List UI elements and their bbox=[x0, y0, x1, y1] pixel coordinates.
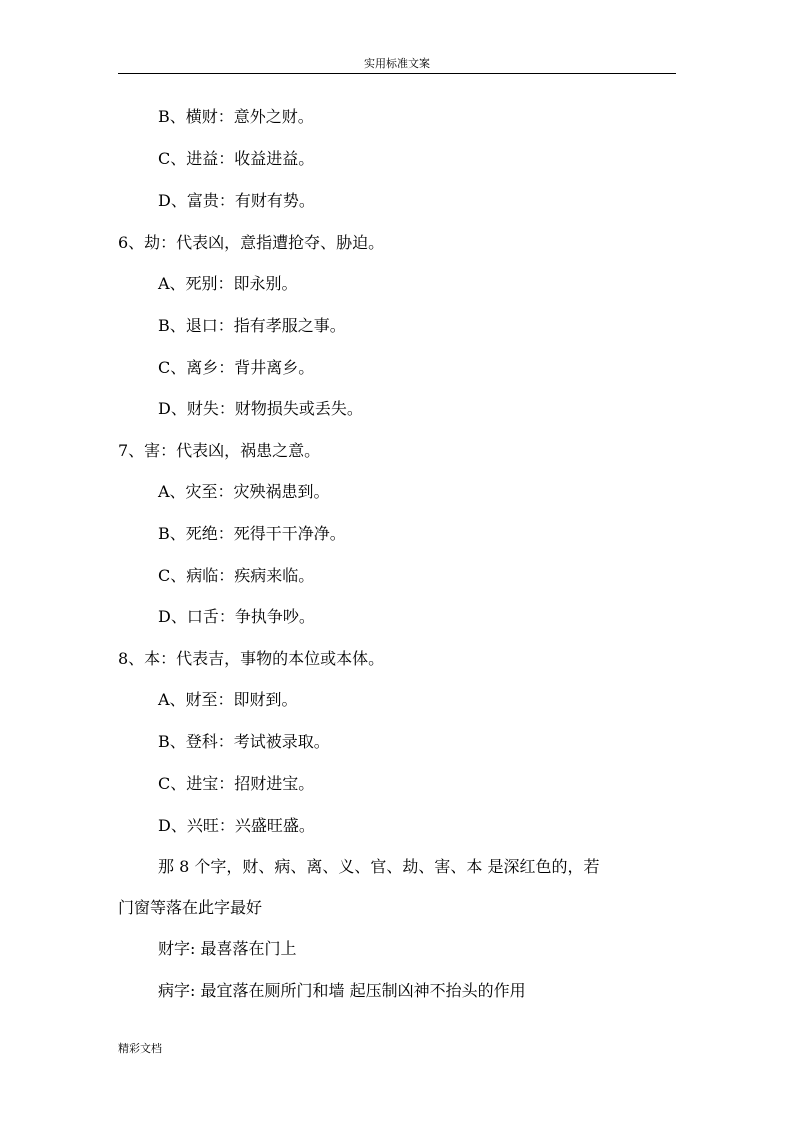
option-d-dispute: D、口舌：争执争吵。 bbox=[158, 607, 315, 626]
header-divider bbox=[118, 73, 676, 74]
section-8-heading: 8、本：代表吉，事物的本位或本体。 bbox=[118, 649, 385, 668]
option-c-leaving-home: C、离乡：背井离乡。 bbox=[158, 358, 315, 377]
summary-paragraph-line-2: 门窗等落在此字最好 bbox=[118, 898, 263, 917]
option-b-windfall: B、横财：意外之财。 bbox=[158, 107, 314, 126]
option-b-exam: B、登科：考试被录取。 bbox=[158, 732, 330, 751]
note-illness-character: 病字: 最宜落在厕所门和墙 起压制凶神不抬头的作用 bbox=[158, 981, 526, 1000]
option-c-illness: C、病临：疾病来临。 bbox=[158, 566, 315, 585]
summary-paragraph-line-1: 那 8 个字，财、病、离、义、官、劫、害、本 是深红色的，若 bbox=[158, 857, 600, 876]
option-b-death: B、死绝：死得干干净净。 bbox=[158, 524, 346, 543]
option-c-income: C、进益：收益进益。 bbox=[158, 149, 315, 168]
option-a-fortune: A、财至：即财到。 bbox=[158, 690, 298, 709]
option-a-farewell: A、死别：即永别。 bbox=[158, 274, 298, 293]
option-d-prosperity: D、兴旺：兴盛旺盛。 bbox=[158, 816, 315, 835]
option-d-wealth: D、富贵：有财有势。 bbox=[158, 191, 315, 210]
option-b-mourning: B、退口：指有孝服之事。 bbox=[158, 316, 346, 335]
section-7-heading: 7、害：代表凶，祸患之意。 bbox=[118, 441, 321, 460]
option-c-treasure: C、进宝：招财进宝。 bbox=[158, 774, 315, 793]
page-header: 实用标准文案 bbox=[364, 57, 430, 70]
page-footer: 精彩文档 bbox=[118, 1042, 162, 1055]
section-6-heading: 6、劫：代表凶，意指遭抢夺、胁迫。 bbox=[118, 233, 385, 252]
note-wealth-character: 财字: 最喜落在门上 bbox=[158, 939, 297, 958]
option-a-disaster: A、灾至：灾殃祸患到。 bbox=[158, 482, 330, 501]
option-d-loss: D、财失：财物损失或丢失。 bbox=[158, 399, 363, 418]
